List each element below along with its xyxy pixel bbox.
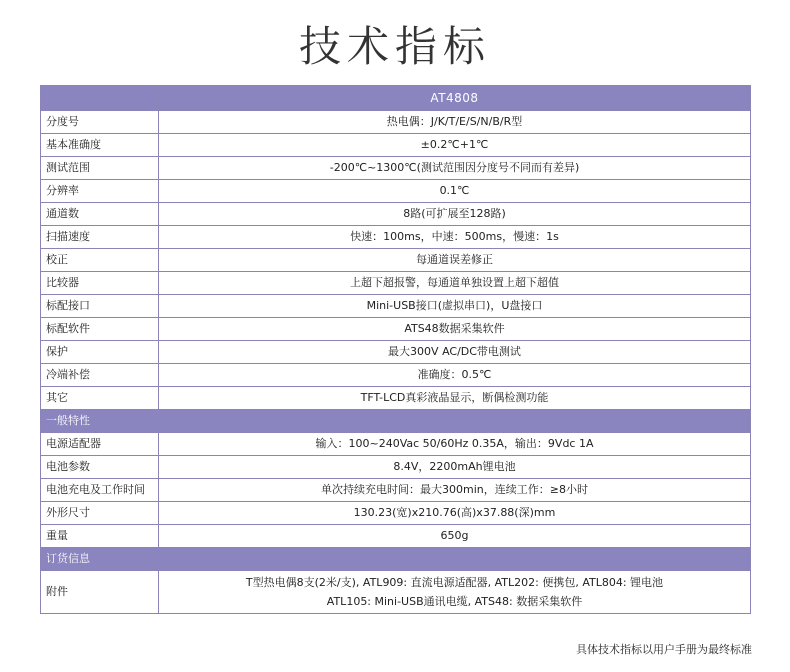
accessories-line-2: ATL105: Mini-USB通讯电缆, ATS48: 数据采集软件 <box>326 595 583 608</box>
spec-label: 保护 <box>41 341 159 364</box>
page-title: 技术指标 <box>298 22 491 71</box>
spec-label: 比较器 <box>41 272 159 295</box>
spec-label: 标配接口 <box>41 295 159 318</box>
spec-label: 附件 <box>41 571 159 614</box>
spec-label: 外形尺寸 <box>41 502 159 525</box>
spec-value: 上超下超报警，每通道单独设置上超下超值 <box>159 272 751 295</box>
table-row <box>41 433 751 456</box>
table-row <box>41 157 751 180</box>
spec-label: 分度号 <box>41 111 159 134</box>
spec-label: 冷端补偿 <box>41 364 159 387</box>
spec-label: 重量 <box>41 525 159 548</box>
spec-value: 准确度：0.5℃ <box>159 364 751 387</box>
table-row <box>41 318 751 341</box>
spec-label: 校正 <box>41 249 159 272</box>
accessories-row <box>41 571 751 614</box>
spec-label: 电池参数 <box>41 456 159 479</box>
table-row <box>41 180 751 203</box>
spec-label: 基本准确度 <box>41 134 159 157</box>
spec-value: 0.1℃ <box>159 180 751 203</box>
table-row <box>41 272 751 295</box>
spec-value: -200℃~1300℃(测试范围因分度号不同而有差异) <box>159 157 751 180</box>
spec-value: 输入：100~240Vac 50/60Hz 0.35A，输出：9Vdc 1A <box>159 433 751 456</box>
section-header-order <box>41 548 751 571</box>
table-row <box>41 203 751 226</box>
table-row <box>41 456 751 479</box>
spec-table <box>40 85 751 614</box>
spec-label: 测试范围 <box>41 157 159 180</box>
spec-label: 通道数 <box>41 203 159 226</box>
table-row <box>41 226 751 249</box>
table-row <box>41 479 751 502</box>
spec-value: 8路(可扩展至128路) <box>159 203 751 226</box>
spec-value: 650g <box>159 525 751 548</box>
spec-label: 扫描速度 <box>41 226 159 249</box>
spec-label: 其它 <box>41 387 159 410</box>
accessories-line-1: T型热电偶8支(2米/支), ATL909: 直流电源适配器, ATL202: 便携包, ATL804: 锂电池 <box>245 576 664 589</box>
table-row <box>41 387 751 410</box>
spec-value: TFT-LCD真彩液晶显示，断偶检测功能 <box>159 387 751 410</box>
accessories-value <box>159 571 751 614</box>
spec-value: 热电偶：J/K/T/E/S/N/B/R型 <box>159 111 751 134</box>
table-row <box>41 525 751 548</box>
table-row <box>41 134 751 157</box>
table-row <box>41 249 751 272</box>
table-row <box>41 364 751 387</box>
spec-label: 电池充电及工作时间 <box>41 479 159 502</box>
spec-value: 8.4V，2200mAh锂电池 <box>159 456 751 479</box>
spec-value: ATS48数据采集软件 <box>159 318 751 341</box>
spec-value: 快速：100ms，中速：500ms，慢速：1s <box>159 226 751 249</box>
section-header-general <box>41 410 751 433</box>
spec-value: 单次持续充电时间：最大300min，连续工作：≥8小时 <box>159 479 751 502</box>
spec-label: 标配软件 <box>41 318 159 341</box>
footnote: 具体技术指标以用户手册为最终标准 <box>576 643 752 656</box>
spec-value: 最大300V AC/DC带电测试 <box>159 341 751 364</box>
spec-label: 电源适配器 <box>41 433 159 456</box>
table-row <box>41 295 751 318</box>
table-row <box>41 341 751 364</box>
spec-value: 130.23(宽)x210.76(高)x37.88(深)mm <box>159 502 751 525</box>
spec-value: ±0.2℃+1℃ <box>159 134 751 157</box>
model-name: AT4808 <box>159 86 751 111</box>
section-title: 一般特性 <box>41 410 751 433</box>
model-header-row <box>41 86 751 111</box>
model-header-empty-cell <box>41 86 159 111</box>
table-row <box>41 502 751 525</box>
spec-value: Mini-USB接口(虚拟串口)，U盘接口 <box>159 295 751 318</box>
spec-label: 分辨率 <box>41 180 159 203</box>
spec-value: 每通道误差修正 <box>159 249 751 272</box>
table-row <box>41 111 751 134</box>
section-title: 订货信息 <box>41 548 751 571</box>
